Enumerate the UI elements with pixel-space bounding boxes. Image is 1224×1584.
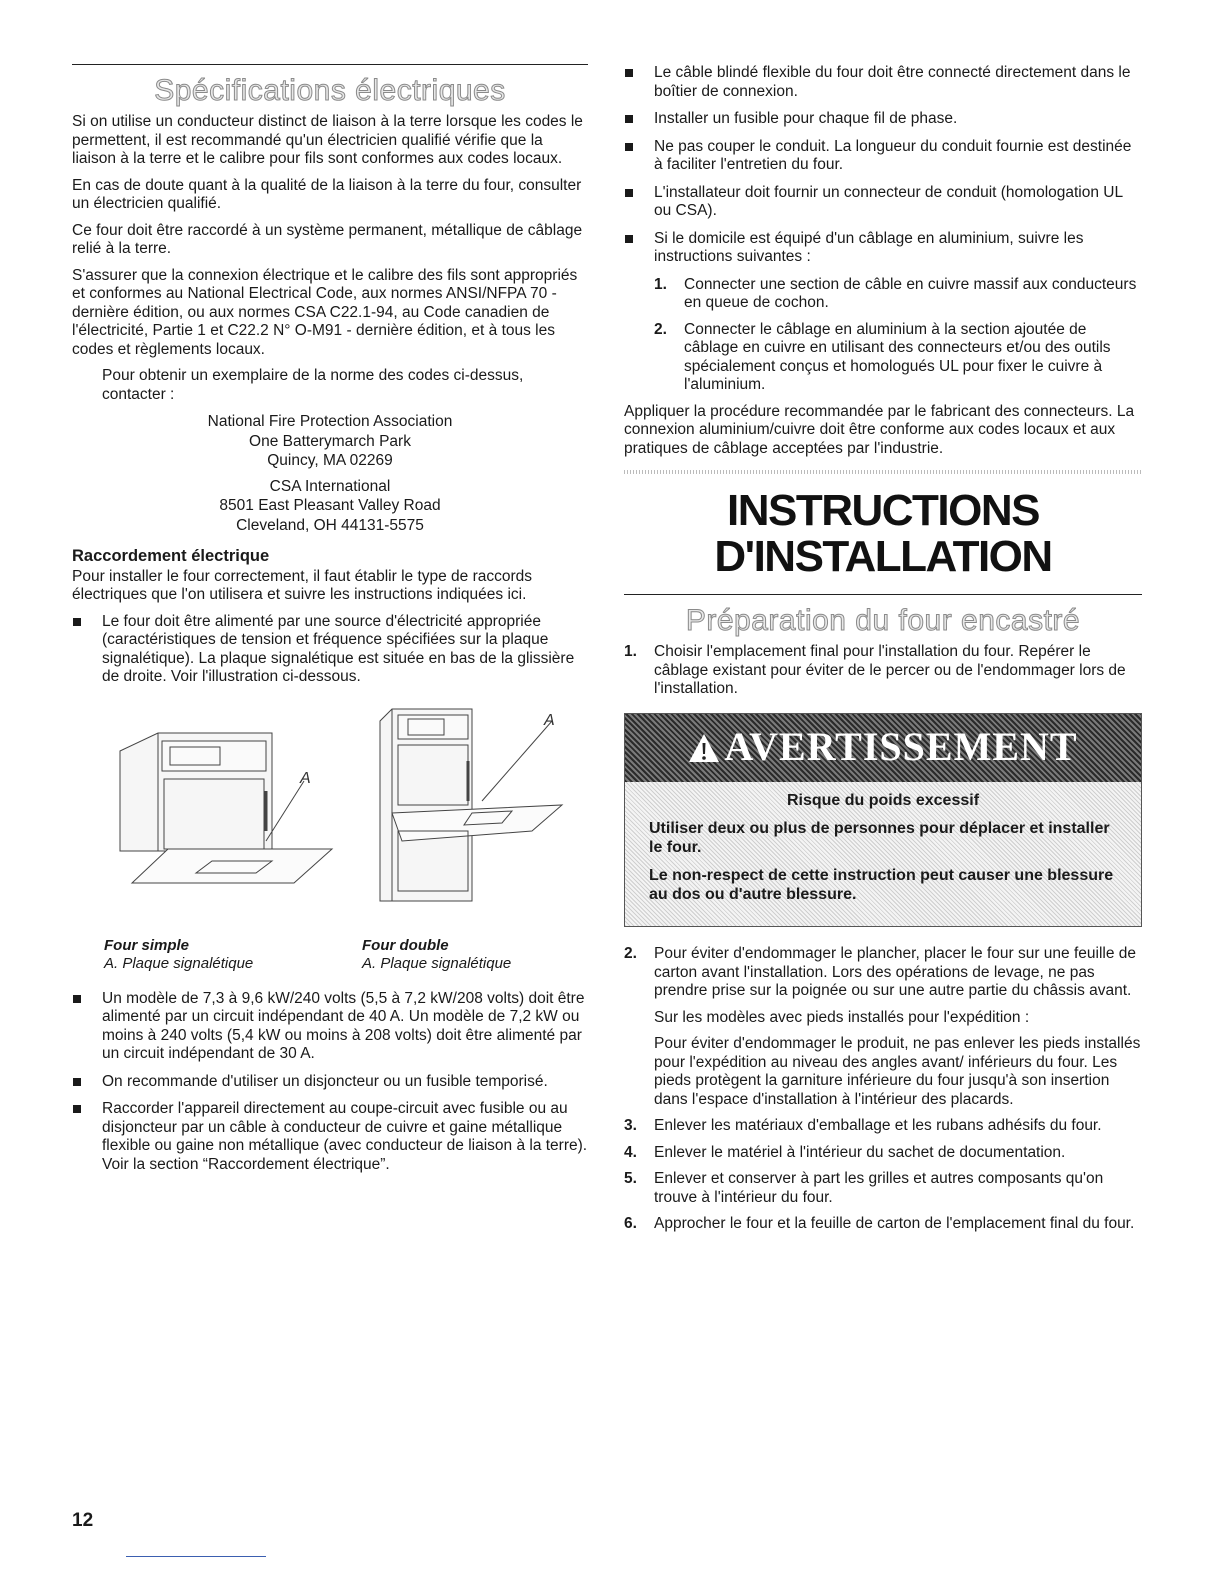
section-title-preparation: Préparation du four encastré (685, 604, 1081, 637)
bullet-square-icon (625, 69, 633, 77)
apply-paragraph: Appliquer la procédure recommandée par le fabricant des connecteurs. La connexion aluminium/cuivre doit être conforme aux codes locaux et aux pratiques de câblage acceptées par l'industrie. (624, 402, 1135, 457)
steps-list-1 (624, 643, 1142, 699)
step-number: 3. (624, 1117, 637, 1134)
intro-paragraph: Pour installer le four correctement, il faut établir le type de raccords électriques que l'on utilisera et suivre les instructions indiquées ici. (72, 567, 533, 603)
warning-header (625, 714, 1141, 782)
address-nfpa (72, 412, 588, 471)
bullet-square-icon (73, 1078, 81, 1086)
page-number: 12 (72, 1510, 94, 1531)
step-text: Enlever les matériaux d'emballage et les rubans adhésifs du four. (654, 1117, 1102, 1134)
address-line: National Fire Protection Association (207, 413, 453, 430)
address-line: 8501 East Pleasant Valley Road (219, 497, 441, 514)
warning-text: Utiliser deux ou plus de personnes pour déplacer et installer le four. (649, 820, 1110, 856)
step-number: 4. (624, 1143, 637, 1161)
oven-illustration (72, 701, 588, 931)
subhead-electrical-connection: Raccordement électrique (72, 547, 270, 565)
bullet-list-right (624, 64, 1142, 267)
list-item (624, 230, 1142, 267)
callout-label-a: A (300, 769, 311, 787)
step-text: Pour éviter d'endommager le plancher, placer le four sur une feuille de carton avant l'installation. Lors des opérations de levage, ne pas prendre prise sur la poignée ou sur une autre partie du châssis avant. (654, 945, 1137, 999)
step-text: Approcher le four et la feuille de carton de l'emplacement final du four. (654, 1215, 1135, 1232)
step-text: Connecter le câblage en aluminium à la section ajoutée de câblage en cuivre en utilisant des connecteurs et/ou des outils spécialement conçus et homologués UL pour fixer le cuivre à l'aluminium. (684, 320, 1111, 393)
caption-title: Four simple (104, 936, 190, 954)
page-title-line: D'INSTALLATION (714, 532, 1052, 581)
bullet-square-icon (625, 143, 633, 151)
bullet-square-icon (73, 1105, 81, 1113)
list-item (624, 184, 1142, 221)
caption-sub: A. Plaque signalétique (362, 955, 512, 972)
address-line: CSA International (269, 477, 391, 495)
list-item-text: Le four doit être alimenté par une source d'électricité appropriée (caractéristiques de tension et fréquence spécifiées sur la plaque signalétique). La plaque signalétique est située en bas de la glissière de droite. Voir l'illustration ci-dessous. (102, 612, 575, 685)
warning-title: Risque du poids excessif (786, 791, 980, 809)
step-number: 1. (624, 643, 637, 660)
hatched-divider (624, 470, 1142, 474)
warning-box (624, 713, 1142, 928)
paragraph: En cas de doute quant à la qualité de la liaison à la terre du four, consulter un électricien qualifié. (72, 176, 582, 212)
list-item (654, 321, 1142, 395)
callout-label-a: A (544, 711, 555, 729)
list-item (72, 1100, 588, 1174)
bullet-list-a (72, 613, 588, 687)
address-line: Quincy, MA 02269 (267, 452, 393, 469)
page-title-line: INSTRUCTIONS (727, 486, 1039, 535)
footer-line (126, 1556, 266, 1557)
address-line: One Batterymarch Park (249, 432, 411, 450)
figure-captions (72, 937, 588, 974)
step-number: 2. (654, 320, 667, 338)
caption-sub: A. Plaque signalétique (104, 955, 254, 972)
step-text: Enlever le matériel à l'intérieur du sachet de documentation. (654, 1143, 1066, 1161)
right-column (624, 64, 1142, 1242)
step-text: Connecter une section de câble en cuivre massif aux conducteurs en queue de cochon. (684, 275, 1137, 311)
bullet-square-icon (625, 235, 633, 243)
bullet-square-icon (73, 995, 81, 1003)
list-item-text: Ne pas couper le conduit. La longueur du conduit fournie est destinée à faciliter l'entretien du four. (654, 137, 1132, 173)
obtain-text: Pour obtenir un exemplaire de la norme des codes ci-dessus, contacter : (102, 367, 524, 403)
page-title (624, 488, 1142, 580)
steps-list-2 (624, 945, 1142, 1234)
caption-title: Four double (362, 936, 449, 954)
step-number: 2. (624, 945, 637, 962)
address-line: Cleveland, OH 44131-5575 (236, 516, 424, 534)
warning-body (625, 782, 1141, 927)
list-item (654, 276, 1142, 313)
step-text: Choisir l'emplacement final pour l'installation du four. Repérer le câblage existant pour éviter de le percer ou de l'endommager lors de l'installation. (654, 643, 1126, 697)
warning-triangle-icon (688, 733, 720, 763)
step-note: Pour éviter d'endommager le produit, ne pas enlever les pieds installés pour l'expédition au niveau des angles avant/ inférieurs du four. Les pieds protègent la garniture inférieure du four jusqu'à son insertion dans l'espace d'installation à l'intérieur des placards. (654, 1035, 1141, 1108)
oven-drawings-icon (72, 701, 588, 931)
bullet-square-icon (625, 189, 633, 197)
address-csa (72, 477, 588, 536)
step-text: Enlever et conserver à part les grilles et autres composants qu'on trouve à l'intérieur du four. (654, 1170, 1104, 1206)
list-item (624, 64, 1142, 101)
list-item (72, 613, 588, 687)
step-note: Sur les modèles avec pieds installés pour l'expédition : (654, 1008, 1030, 1026)
list-item-text: L'installateur doit fournir un connecteur de conduit (homologation UL ou CSA). (654, 183, 1123, 219)
bullet-square-icon (625, 115, 633, 123)
paragraph: Si on utilise un conducteur distinct de liaison à la terre lorsque les codes le permettent, il est recommandé qu'un électricien qualifié vérifie que la liaison à la terre et le calibre pour fils sont conformes aux codes locaux. (72, 113, 583, 167)
paragraph: Ce four doit être raccordé à un système permanent, métallique de câblage relié à la terre. (72, 221, 583, 257)
step-number: 1. (654, 275, 667, 293)
list-item (624, 1170, 1142, 1207)
warning-label: AVERTISSEMENT (724, 724, 1078, 770)
list-item (624, 138, 1142, 175)
paragraph: S'assurer que la connexion électrique et le calibre des fils sont appropriés et conformes au National Electrical Code, aux normes ANSI/NFPA 70 - dernière édition, ou aux normes CSA C22.1-94, au Code canadien de l'électricité, Partie 1 et C22.2 N° O-M91 - dernière édition, et à tous les codes et règlements locaux. (72, 266, 578, 358)
list-item (624, 110, 1142, 129)
list-item (624, 1117, 1142, 1136)
step-number: 5. (624, 1170, 637, 1187)
list-item (624, 945, 1142, 1109)
section-title-electrical: Spécifications électriques (154, 74, 506, 107)
caption-single (72, 937, 330, 974)
list-item-text: Si le domicile est équipé d'un câblage en aluminium, suivre les instructions suivantes : (654, 229, 1084, 265)
list-item (624, 1215, 1142, 1234)
bullet-square-icon (73, 618, 81, 626)
list-item (624, 1144, 1142, 1163)
warning-text: Le non-respect de cette instruction peut causer une blessure au dos ou d'autre blessure. (649, 867, 1114, 903)
list-item (72, 1073, 588, 1092)
list-item (624, 643, 1142, 699)
list-item-text: Raccorder l'appareil directement au coupe-circuit avec fusible ou au disjoncteur par un câble à conducteur de cuivre et gaine métallique flexible ou gaine non métallique (avec conducteur de liaison à la terre). Voir la section “Raccordement électrique”. (102, 1100, 588, 1173)
list-item-text: Installer un fusible pour chaque fil de phase. (654, 110, 958, 127)
top-rule-left (72, 64, 588, 65)
list-item-text: Le câble blindé flexible du four doit être connecté directement dans le boîtier de connexion. (654, 64, 1131, 100)
aluminum-sub-steps (624, 276, 1142, 395)
rule-right (624, 594, 1142, 595)
bullet-list-b (72, 990, 588, 1175)
step-number: 6. (624, 1215, 637, 1232)
left-column (72, 64, 588, 1183)
list-item-text: On recommande d'utiliser un disjoncteur ou un fusible temporisé. (102, 1072, 548, 1090)
list-item (72, 990, 588, 1064)
caption-double (330, 937, 588, 974)
list-item-text: Un modèle de 7,3 à 9,6 kW/240 volts (5,5 à 7,2 kW/208 volts) doit être alimenté par un circuit indépendant de 40 A. Un modèle de 7,2 kW ou moins à 240 volts (5,4 kW ou moins à 208 volts) doit être alimenté par un circuit indépendant de 30 A. (102, 989, 585, 1062)
